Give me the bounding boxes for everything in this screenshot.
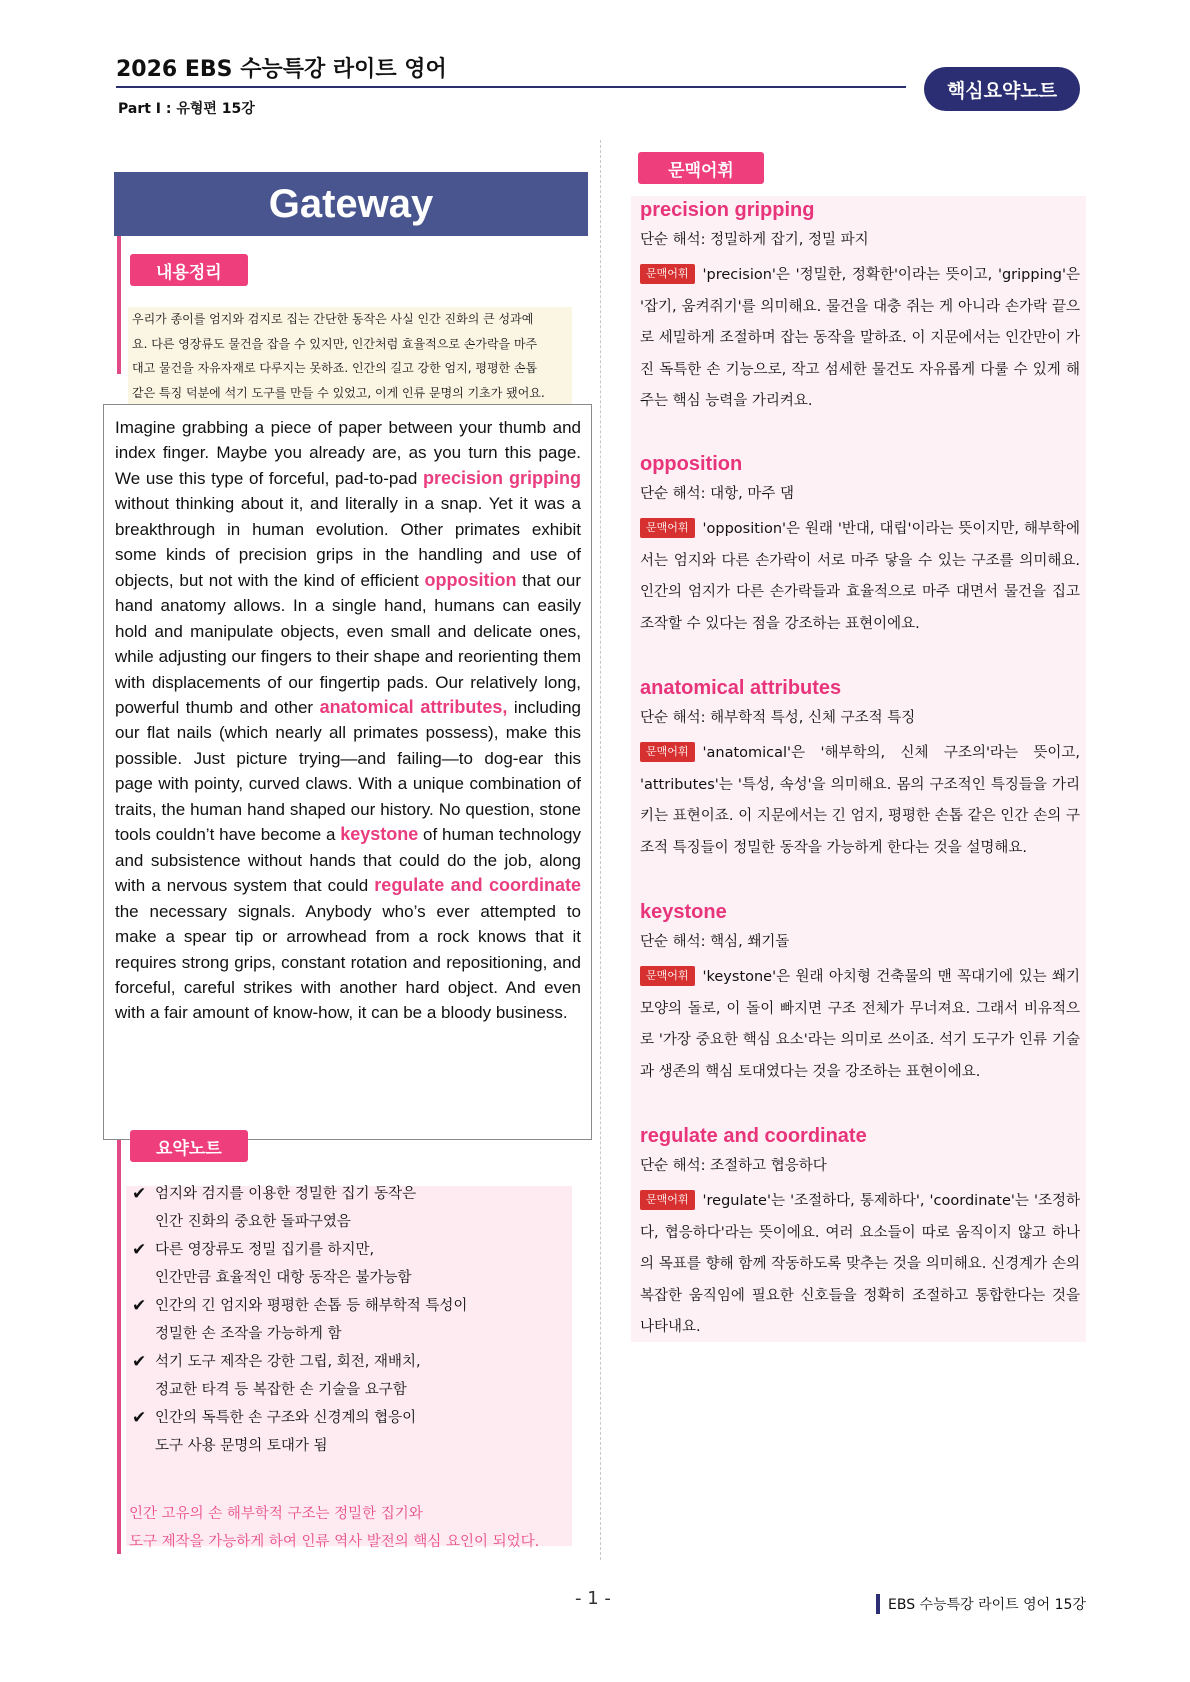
summary-section-label: 내용정리 [130, 254, 248, 286]
summary-section-bar [117, 236, 121, 374]
note-line: 인간만큼 효율적인 대항 동작은 불가능함 [155, 1270, 412, 1286]
passage-text: including our flat nails (which nearly all primates possess), make this possible. Just picture trying—and failing—to dog-ear this page with pointy, curved claws. With a unique combination of traits, the human hand shaped our history. No question, stone tools couldn’t have become a [115, 697, 582, 845]
passage-text: Imagine grabbing a piece of paper between your thumb and index finger. Maybe you already are, as you turn this page. We use this type of forceful, pad-to-pad [115, 418, 581, 488]
vocab-explanation-text: 'opposition'은 원래 '반대, 대립'이라는 뜻이지만, 해부학에서는 엄지와 다른 손가락이 서로 마주 닿을 수 있는 구조를 의미해요. 인간의 엄지가 다른 손가락들과 효율적으로 마주 대면서 물건을 집고 조작할 수 있다는 점을 강조하는 표현이에요. [640, 521, 1080, 632]
keyword-anatomical-attributes: anatomical attributes, [319, 696, 508, 717]
part-subtitle: Part Ⅰ : 유형편 15강 [118, 101, 255, 117]
vocab-entry-precision-gripping [640, 196, 1080, 418]
content-summary-box [128, 307, 572, 405]
footer-text: EBS 수능특강 라이트 영어 15강 [888, 1597, 1086, 1613]
document-title: 2026 EBS 수능특강 라이트 영어 [116, 57, 447, 82]
note-line: 도구 사용 문명의 토대가 됨 [155, 1438, 328, 1454]
vocab-entry-opposition [640, 450, 1080, 640]
vocab-explanation [640, 1186, 1080, 1344]
keyword-precision-gripping: precision gripping [423, 467, 581, 488]
passage-text: without thinking about it, and literally in a snap. Yet it was a breakthrough in human evolution. Other primates exhibit some kinds of precision grips in the handling and use of objects, but not with the kind of efficient [115, 494, 581, 590]
vocab-simple-meaning: 단순 해석: 핵심, 쐐기돌 [640, 934, 790, 950]
context-vocab-tag: 문맥어휘 [640, 1190, 695, 1210]
vocab-explanation-text: 'keystone'은 원래 아치형 건축물의 맨 꼭대기에 있는 쐐기 모양의 돌로, 이 돌이 빠지면 구조 전체가 무너져요. 그래서 비유적으로 '가장 중요한 핵심 요소'라는 의미로 쓰이죠. 석기 도구가 인류 기술과 생존의 핵심 토대였다는 것을 강조하는 표현이에요. [640, 969, 1080, 1080]
passage-text: that our hand anatomy allows. In a single hand, humans can easily hold and manipulate objects, even small and delicate ones, while adjusting our fingers to their shape and reorienting them with displacements of our fingertip pads. Our relatively long, powerful thumb and other [115, 570, 582, 717]
summary-line: 우리가 종이를 엄지와 검지로 집는 간단한 동작은 사실 인간 진화의 큰 성과예 [132, 312, 534, 326]
vocab-simple-meaning: 단순 해석: 조절하고 협응하다 [640, 1158, 827, 1174]
notes-section-label: 요약노트 [130, 1130, 248, 1162]
summary-line: 요. 다른 영장류도 물건을 잡을 수 있지만, 인간처럼 효율적으로 손가락을 마주 [132, 336, 538, 351]
reading-passage [103, 404, 592, 1140]
vocab-explanation [640, 260, 1080, 418]
note-item [132, 1348, 572, 1404]
note-line: 인간의 긴 엄지와 평평한 손톱 등 해부학적 특성이 [155, 1298, 468, 1314]
vocab-term: regulate and coordinate [640, 1125, 867, 1147]
summary-line: 대고 물건을 자유자재로 다루지는 못하죠. 인간의 길고 강한 엄지, 평평한 손톱 [132, 361, 538, 375]
vocab-explanation [640, 514, 1080, 640]
page-number: - 1 - [575, 1588, 611, 1609]
note-line: 다른 영장류도 정밀 집기를 하지만, [155, 1242, 375, 1258]
note-line: 정교한 타격 등 복잡한 손 기술을 요구함 [155, 1382, 407, 1398]
note-item [132, 1404, 572, 1460]
context-vocab-tag: 문맥어휘 [640, 264, 695, 284]
vocab-term: keystone [640, 901, 727, 923]
core-summary-badge: 핵심요약노트 [924, 67, 1080, 111]
note-line: 석기 도구 제작은 강한 그립, 회전, 재배치, [155, 1354, 421, 1370]
keyword-regulate-and-coordinate: regulate and coordinate [374, 875, 581, 896]
check-icon: ✔ [132, 1240, 147, 1260]
summary-line: 같은 특징 덕분에 석기 도구를 만들 수 있었고, 이게 인류 문명의 기초가 됐어요. [132, 385, 545, 400]
vocab-explanation-text: 'regulate'는 '조절하다, 통제하다', 'coordinate'는 '조정하다, 협응하다'라는 뜻이에요. 여러 요소들이 따로 움직이지 않고 하나의 목표를 향해 함께 작동하도록 맞추는 것을 의미해요. 신경계가 손의 복잡한 움직임에 필요한 신호들을 정확히 조절하고 통합한다는 것을 나타내요. [640, 1193, 1080, 1335]
gateway-banner: Gateway [114, 172, 588, 236]
note-line: 정밀한 손 조작을 가능하게 함 [155, 1326, 342, 1342]
vocab-term: precision gripping [640, 199, 815, 221]
note-line: 인간 진화의 중요한 돌파구였음 [155, 1214, 351, 1230]
note-item [132, 1236, 572, 1292]
conclusion-line: 인간 고유의 손 해부학적 구조는 정밀한 집기와 [129, 1506, 423, 1522]
vocab-term: anatomical attributes [640, 677, 842, 699]
note-line: 엄지와 검지를 이용한 정밀한 집기 동작은 [155, 1186, 417, 1202]
vocab-explanation-text: 'anatomical'은 '해부학의, 신체 구조의'라는 뜻이고, 'attributes'는 '특성, 속성'을 의미해요. 몸의 구조적인 특징들을 가리키는 표현이죠. 이 지문에서는 긴 엄지, 평평한 손톱 같은 인간 손의 구조적 특징들이 정밀한 동작을 가능하게 한다는 것을 설명해요. [640, 745, 1080, 856]
context-vocab-tag: 문맥어휘 [640, 518, 695, 538]
vocab-explanation [640, 738, 1080, 864]
check-icon: ✔ [132, 1296, 147, 1316]
header-rule [116, 86, 906, 88]
vocab-entry-anatomical-attributes [640, 674, 1080, 864]
note-item [132, 1180, 572, 1236]
check-icon: ✔ [132, 1352, 147, 1372]
vocab-entry-keystone [640, 898, 1080, 1088]
column-divider [600, 140, 601, 1560]
vocab-simple-meaning: 단순 해석: 대항, 마주 댐 [640, 486, 794, 502]
note-item [132, 1292, 572, 1348]
context-vocab-tag: 문맥어휘 [640, 966, 695, 986]
notes-conclusion [129, 1500, 539, 1556]
context-vocab-tag: 문맥어휘 [640, 742, 695, 762]
conclusion-line: 도구 제작을 가능하게 하여 인류 역사 발전의 핵심 요인이 되었다. [129, 1534, 540, 1550]
vocab-explanation-text: 'precision'은 '정밀한, 정확한'이라는 뜻이고, 'gripping'은 '잡기, 움켜쥐기'를 의미해요. 물건을 대충 쥐는 게 아니라 손가락 끝으로 세밀하게 조절하며 잡는 동작을 말하죠. 이 지문에서는 인간만이 가진 독특한 손 기능으로, 작고 섬세한 물건도 자유롭게 다룰 수 있게 해주는 핵심 능력을 가리켜요. [640, 267, 1080, 409]
keyword-opposition: opposition [424, 569, 517, 590]
keyword-keystone: keystone [340, 824, 419, 845]
vocab-term: opposition [640, 453, 743, 475]
notes-section-bar [117, 1140, 121, 1554]
check-icon: ✔ [132, 1408, 147, 1428]
check-icon: ✔ [132, 1184, 147, 1204]
vocab-entry-regulate-and-coordinate [640, 1122, 1080, 1344]
vocab-explanation [640, 962, 1080, 1088]
vocab-simple-meaning: 단순 해석: 해부학적 특성, 신체 구조적 특징 [640, 710, 916, 726]
passage-text: of human technology and subsistence without hands that could do the job, along with a nervous system that could [115, 825, 581, 896]
footer-accent-bar [876, 1594, 880, 1614]
footer [876, 1594, 1086, 1614]
vocab-simple-meaning: 단순 해석: 정밀하게 잡기, 정밀 파지 [640, 232, 869, 248]
context-vocab-label: 문맥어휘 [638, 152, 764, 184]
note-line: 인간의 독특한 손 구조와 신경계의 협응이 [155, 1410, 417, 1426]
passage-text: the necessary signals. Anybody who’s ever attempted to make a spear tip or arrowhead from a rock knows that it requires strong grips, constant rotation and repositioning, and forceful, careful strikes with another hard object. And even with a fair amount of know-how, it can be a bloody business. [115, 901, 581, 1023]
summary-notes-list [132, 1180, 572, 1460]
